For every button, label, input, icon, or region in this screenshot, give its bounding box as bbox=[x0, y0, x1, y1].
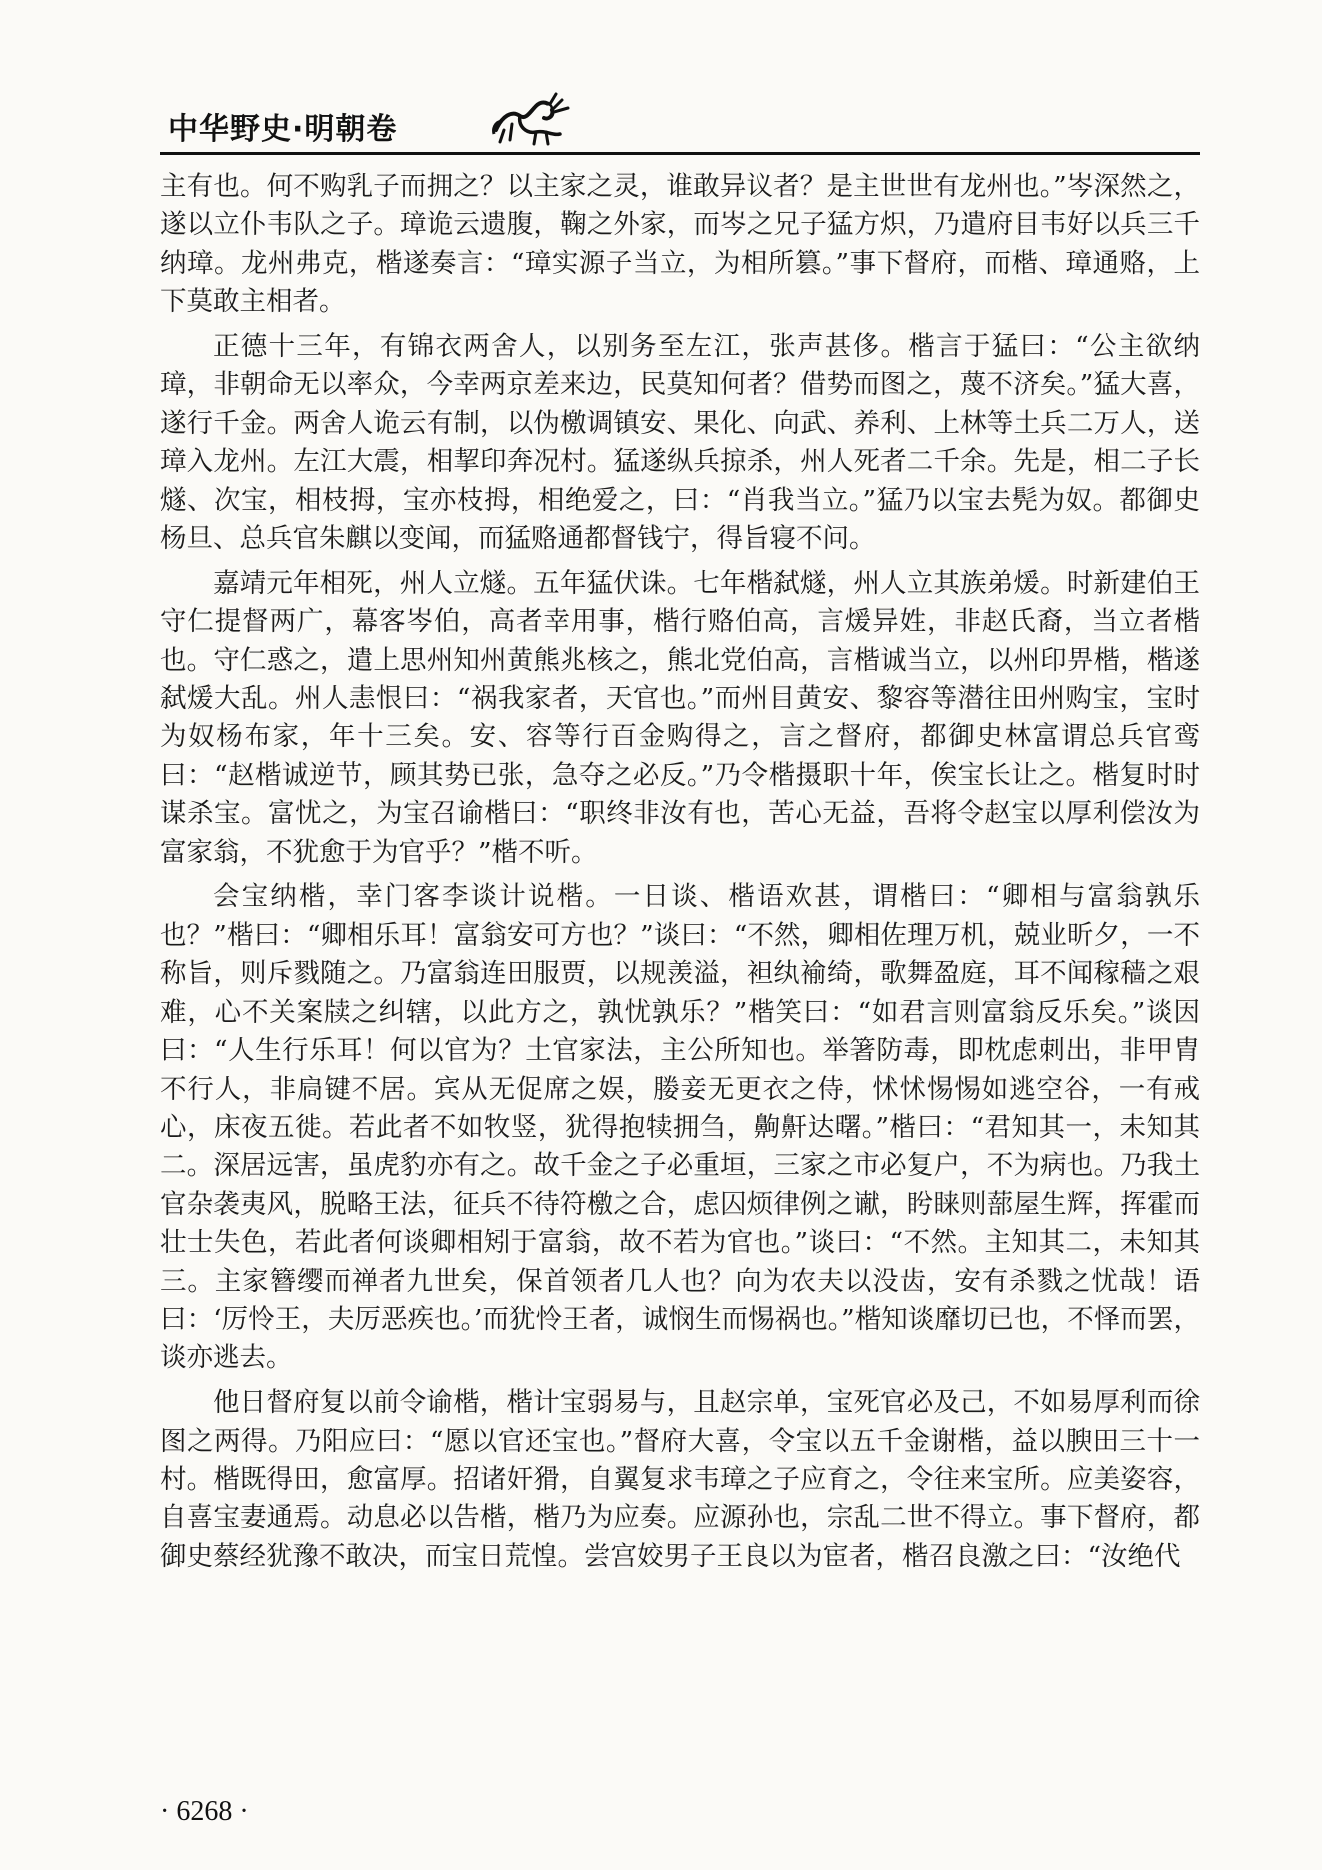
book-title: 中华野史·明朝卷 bbox=[168, 112, 398, 147]
paragraph-2: 正德十三年，有锦衣两舍人，以别务至左江，张声甚侈。楷言于猛曰：“公主欲纳璋，非朝命无以率众，今幸两京差来边，民莫知何者？借势而图之，蔑不济矣。”猛大喜，遂行千金。两舍人诡云有制，以伪檄调镇安、果化、向武、养利、上林等土兵二万人，送璋入龙州。左江大震，相挈印奔况村。猛遂纵兵掠杀，州人死者二千余。先是，相二子长燧、次宝，相枝拇，宝亦枝拇，相绝爱之，曰：“肖我当立。”猛乃以宝去髡为奴。都御史杨旦、总兵官朱麒以变闻，而猛赂通都督钱宁，得旨寝不问。 bbox=[160, 331, 1200, 555]
paragraph-5: 他日督府复以前令谕楷，楷计宝弱易与，且赵宗单，宝死官必及己，不如易厚利而徐图之两得。乃阳应曰：“愿以官还宝也。”督府大喜，令宝以五千金谢楷，益以腴田三十一村。楷既得田，愈富厚。招诸奸猾，自翼复求韦璋之子应育之，令往来宝所。应美姿容，自喜宝妻通焉。动息必以告楷，楷乃为应奏。应源孙也，宗乱二世不得立。事下督府，都御史蔡经犹豫不敢决，而宝日荒惶。尝宫姣男子王良以为宦者，楷召良激之曰：“汝绝代 bbox=[160, 1387, 1200, 1572]
header-rule bbox=[160, 152, 1200, 155]
page-number: · 6268 · bbox=[160, 1796, 249, 1827]
paragraph-1: 主有也。何不购乳子而拥之？以主家之灵，谁敢异议者？是主世世有龙州也。”岑深然之，遂以立仆韦队之子。璋诡云遗腹，鞠之外家，而岑之兄子猛方炽，乃遣府目韦好以兵三千纳璋。龙州弗克，楷遂奏言：“璋实源子当立，为相所篡。”事下督府，而楷、璋通赂，上下莫敢主相者。 bbox=[160, 171, 1200, 318]
dragon-emblem-icon bbox=[490, 90, 574, 148]
body-text bbox=[160, 168, 1200, 1583]
running-header bbox=[160, 90, 1200, 152]
paragraph-3: 嘉靖元年相死，州人立燧。五年猛伏诛。七年楷弑燧，州人立其族弟煖。时新建伯王守仁提督两广，幕客岑伯，高者幸用事，楷行赂伯高，言煖异姓，非赵氏裔，当立者楷也。守仁惑之，遣上思州知州黄熊兆核之，熊北党伯高，言楷诚当立，以州印畀楷，楷遂弑煖大乱。州人恚恨曰：“祸我家者，天官也。”而州目黄安、黎容等潜往田州购宝，宝时为奴杨布家，年十三矣。安、容等行百金购得之，言之督府，都御史林富谓总兵官鸾曰：“赵楷诚逆节，顾其势已张，急夺之必反。”乃令楷摄职十年，俟宝长让之。楷复时时谋杀宝。富忧之，为宝召谕楷曰：“职终非汝有也，苦心无益，吾将令赵宝以厚利偿汝为富家翁，不犹愈于为官乎？”楷不听。 bbox=[160, 567, 1200, 868]
paragraph-4: 会宝纳楷，幸门客李谈计说楷。一日谈、楷语欢甚，谓楷曰：“卿相与富翁孰乐也？”楷曰：“卿相乐耳！富翁安可方也？”谈曰：“不然，卿相佐理万机，兢业昕夕，一不称旨，则斥戮随之。乃富翁连田服贾，以规羡溢，袒纨褕绮，歌舞盈庭，耳不闻稼穑之艰难，心不关案牍之纠辖，以此方之，孰忧孰乐？”楷笑曰：“如君言则富翁反乐矣。”谈因曰：“人生行乐耳！何以官为？土官家法，主公所知也。举箸防毒，即枕虑刺出，非甲胄不行人，非扃键不居。宾从无促席之娱，媵妾无更衣之侍，怵怵惕惕如逃空谷，一有戒心，床夜五徙。若此者不如牧竖，犹得抱犊拥刍，齁鼾达曙。”楷曰：“君知其一，未知其二。深居远害，虽虎豹亦有之。故千金之子必重垣，三家之市必复户，不为病也。乃我土官杂袭夷风，脱略王法，征兵不待符檄之合，虑囚烦律例之谳，盻睐则蔀屋生辉，挥霍而壮士失色，若此者何谈卿相矧于富翁，故不若为官也。”谈曰：“不然。主知其二，未知其三。主家簪缨而禅者九世矣，保首领者几人也？向为农夫以没齿，安有杀戮之忧哉！语曰：‘厉怜王，夫厉恶疾也。’而犹怜王者，诚悯生而惕祸也。”楷知谈靡切已也，不怿而罢，谈亦逃去。 bbox=[160, 881, 1200, 1374]
